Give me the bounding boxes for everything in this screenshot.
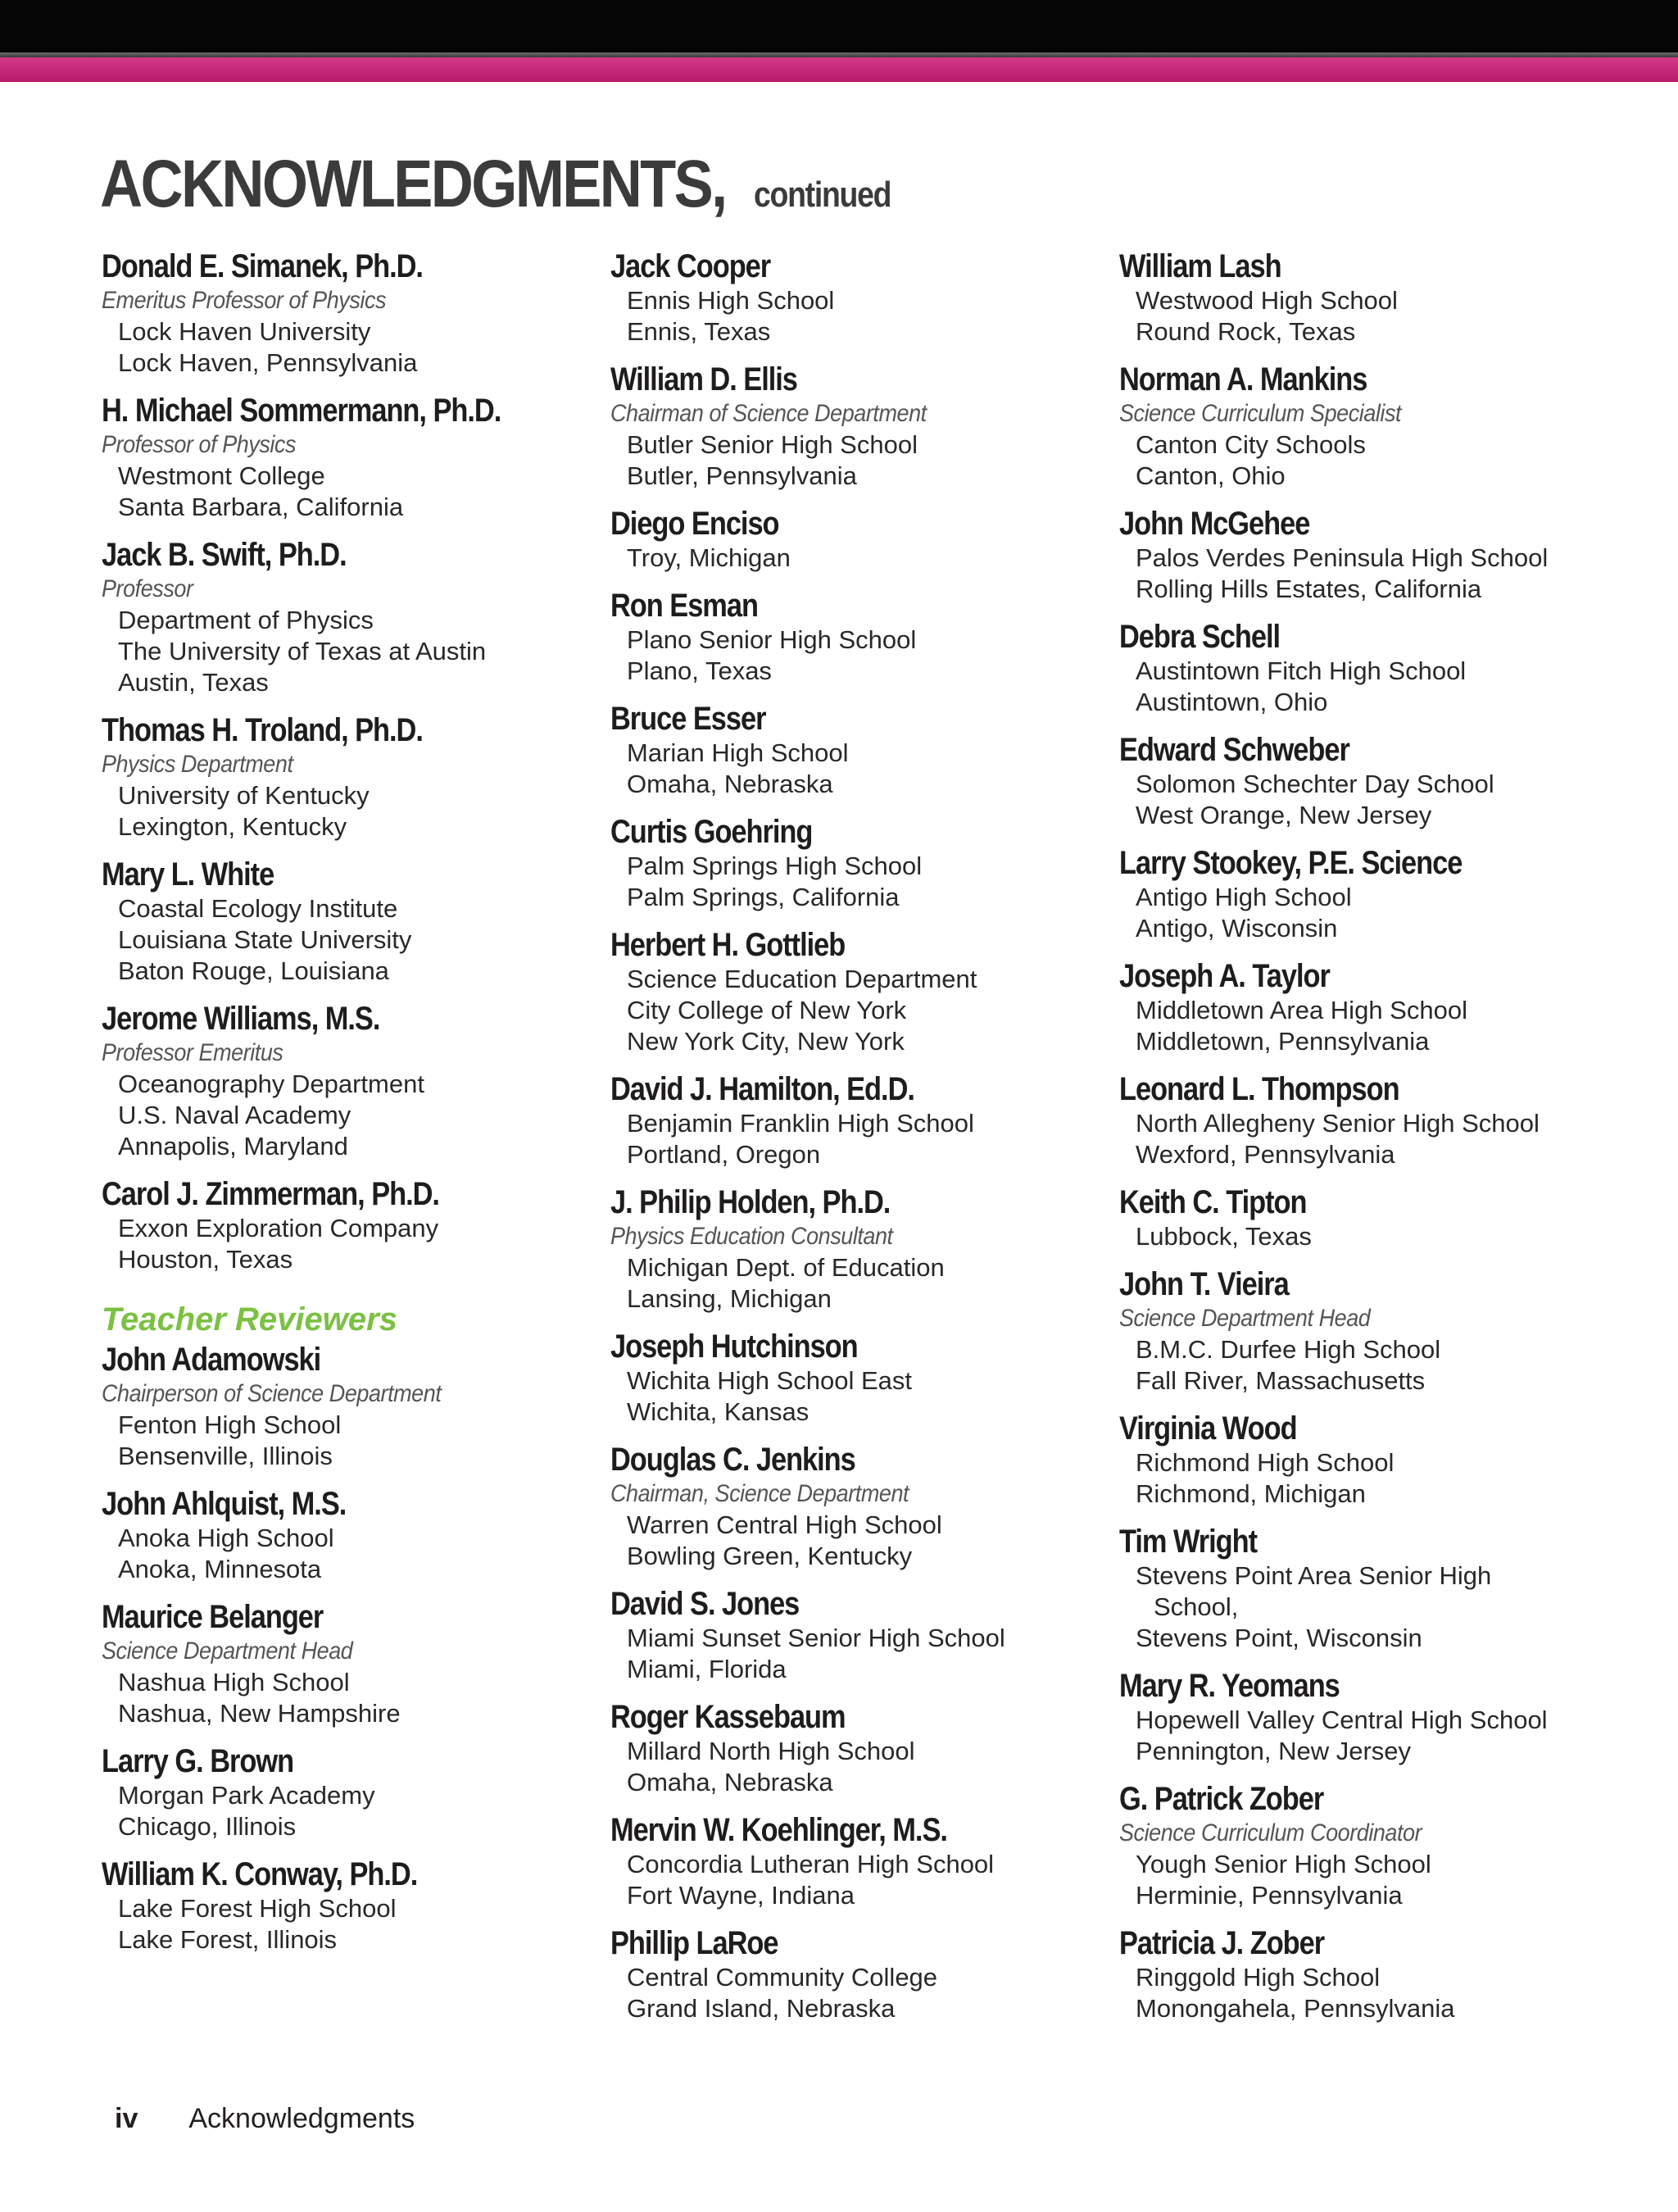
- affiliation-line: Central Community College: [627, 1963, 938, 1992]
- person-title: Science Department Head: [1119, 1305, 1371, 1332]
- affiliation-line: Morgan Park Academy: [118, 1781, 375, 1810]
- person-name: Leonard L. Thompson: [1119, 1071, 1399, 1107]
- acknowledgment-entry: [1119, 618, 1611, 718]
- person-name: John Ahlquist, M.S.: [102, 1486, 347, 1522]
- acknowledgment-entry: [1119, 248, 1611, 347]
- acknowledgment-entry: [1119, 731, 1611, 831]
- affiliation-line: Nashua High School: [118, 1668, 350, 1696]
- affiliation-line: Warren Central High School: [627, 1510, 942, 1539]
- affiliation-line: Lubbock, Texas: [1136, 1222, 1312, 1251]
- affiliation-line: Lock Haven University: [118, 317, 371, 346]
- person-name: Carol J. Zimmerman, Ph.D.: [102, 1176, 439, 1212]
- person-name: Curtis Goehring: [610, 814, 813, 850]
- person-name: William Lash: [1119, 248, 1281, 284]
- person-name: Edward Schweber: [1119, 732, 1349, 768]
- page-title: [100, 146, 914, 223]
- acknowledgment-entry: [102, 1000, 593, 1162]
- person-name: Mary R. Yeomans: [1119, 1668, 1340, 1704]
- affiliation-line: Yough Senior High School: [1136, 1850, 1431, 1878]
- acknowledgment-entry: [102, 248, 593, 379]
- acknowledgment-entry: [1119, 361, 1611, 492]
- affiliation-line: Butler Senior High School: [627, 430, 918, 459]
- affiliation-line: Butler, Pennsylvania: [627, 461, 857, 490]
- acknowledgment-entry: [1119, 1070, 1611, 1170]
- person-title: Chairman of Science Department: [610, 400, 927, 427]
- column-3: [1119, 248, 1611, 2037]
- person-name: John McGehee: [1119, 506, 1310, 542]
- affiliation-line: Miami Sunset Senior High School: [627, 1624, 1005, 1652]
- person-name: Keith C. Tipton: [1119, 1184, 1307, 1220]
- acknowledgment-entry: [610, 361, 1102, 492]
- acknowledgment-entry: [610, 1070, 1102, 1170]
- person-name: Joseph A. Taylor: [1119, 958, 1330, 994]
- affiliation-line: Stevens Point, Wisconsin: [1136, 1624, 1422, 1652]
- affiliation-line: Lansing, Michigan: [627, 1284, 832, 1313]
- person-name: Roger Kassebaum: [610, 1699, 846, 1735]
- person-name: William D. Ellis: [610, 361, 797, 397]
- affiliation-line: Austintown, Ohio: [1136, 688, 1328, 716]
- affiliation-line: Troy, Michigan: [627, 543, 791, 572]
- person-title: Science Curriculum Coordinator: [1119, 1819, 1422, 1846]
- affiliation-line: Round Rock, Texas: [1136, 317, 1356, 346]
- acknowledgment-entry: [1119, 505, 1611, 605]
- page-footer: [115, 2103, 415, 2135]
- affiliation-line: Ringgold High School: [1136, 1963, 1381, 1992]
- person-title: Physics Department: [102, 751, 293, 778]
- affiliation-line: Omaha, Nebraska: [627, 770, 833, 798]
- acknowledgment-entry: [102, 856, 593, 987]
- affiliation-line: Fenton High School: [118, 1410, 342, 1439]
- acknowledgment-entry: [610, 1328, 1102, 1428]
- person-title: Professor of Physics: [102, 431, 297, 458]
- affiliation-line: Pennington, New Jersey: [1136, 1737, 1412, 1765]
- person-name: John Adamowski: [102, 1342, 321, 1378]
- affiliation-line: Lake Forest High School: [118, 1894, 397, 1923]
- affiliation-line: Westmont College: [118, 461, 325, 490]
- affiliation-line: Lake Forest, Illinois: [118, 1925, 338, 1954]
- affiliation-line: Miami, Florida: [627, 1655, 787, 1683]
- affiliation-line: Fall River, Massachusetts: [1136, 1366, 1426, 1395]
- acknowledgment-entry: [102, 1175, 593, 1275]
- person-name: G. Patrick Zober: [1119, 1781, 1324, 1817]
- affiliation-line: Lexington, Kentucky: [118, 812, 347, 841]
- acknowledgment-entry: [1119, 1523, 1611, 1654]
- person-name: Thomas H. Troland, Ph.D.: [102, 712, 423, 748]
- person-name: Phillip LaRoe: [610, 1925, 778, 1961]
- acknowledgment-entry: [610, 587, 1102, 687]
- affiliation-line: Hopewell Valley Central High School: [1136, 1706, 1548, 1734]
- affiliation-line: New York City, New York: [627, 1027, 905, 1056]
- affiliation-line: Solomon Schechter Day School: [1136, 770, 1494, 798]
- acknowledgment-entry: [1119, 957, 1611, 1057]
- person-name: H. Michael Sommermann, Ph.D.: [102, 393, 501, 429]
- affiliation-line: Austin, Texas: [118, 668, 269, 697]
- person-title: Emeritus Professor of Physics: [102, 287, 387, 314]
- acknowledgment-entry: [610, 1811, 1102, 1911]
- acknowledgment-entry: [610, 1183, 1102, 1315]
- affiliation-line: Antigo High School: [1136, 883, 1352, 911]
- person-name: William K. Conway, Ph.D.: [102, 1856, 418, 1892]
- person-name: J. Philip Holden, Ph.D.: [610, 1184, 891, 1220]
- affiliation-line: Benjamin Franklin High School: [627, 1109, 974, 1138]
- person-name: John T. Vieira: [1119, 1266, 1289, 1302]
- affiliation-line: B.M.C. Durfee High School: [1136, 1335, 1441, 1364]
- affiliation-line: U.S. Naval Academy: [118, 1101, 351, 1129]
- acknowledgment-entry: [610, 813, 1102, 913]
- person-name: Herbert H. Gottlieb: [610, 927, 846, 963]
- column-2: [610, 248, 1102, 2037]
- person-name: David J. Hamilton, Ed.D.: [610, 1071, 914, 1107]
- affiliation-line: Houston, Texas: [118, 1245, 293, 1274]
- person-name: Virginia Wood: [1119, 1410, 1297, 1447]
- person-name: Jack B. Swift, Ph.D.: [102, 537, 347, 573]
- person-title: Chairperson of Science Department: [102, 1380, 442, 1407]
- acknowledgment-entry: [1119, 1410, 1611, 1510]
- affiliation-line: Ennis High School: [627, 286, 835, 315]
- person-name: Mary L. White: [102, 856, 274, 893]
- acknowledgment-entry: [1119, 1924, 1611, 2024]
- affiliation-line: Wichita High School East: [627, 1366, 913, 1395]
- page-title-main: ACKNOWLEDGMENTS,: [100, 147, 726, 221]
- person-title: Chairman, Science Department: [610, 1480, 909, 1507]
- affiliation-line: Plano Senior High School: [627, 625, 917, 654]
- affiliation-line: Wexford, Pennsylvania: [1136, 1140, 1395, 1169]
- acknowledgment-entry: [610, 1698, 1102, 1798]
- affiliation-line: Bowling Green, Kentucky: [627, 1542, 913, 1570]
- acknowledgment-entry: [102, 1855, 593, 1955]
- affiliation-line: Canton, Ohio: [1136, 461, 1286, 490]
- acknowledgment-entry: [102, 711, 593, 843]
- person-name: Joseph Hutchinson: [610, 1329, 858, 1365]
- top-banner-accent: [0, 57, 1678, 82]
- acknowledgment-entry: [1119, 1667, 1611, 1767]
- affiliation-line: Middletown Area High School: [1136, 996, 1467, 1024]
- footer-section-name: Acknowledgments: [188, 2103, 415, 2134]
- page-number: iv: [115, 2103, 138, 2134]
- acknowledgment-entry: [610, 1924, 1102, 2024]
- affiliation-line: Concordia Lutheran High School: [627, 1850, 995, 1878]
- person-name: Tim Wright: [1119, 1524, 1258, 1560]
- acknowledgment-entry: [102, 1485, 593, 1585]
- affiliation-line: Palm Springs High School: [627, 852, 923, 880]
- person-name: Larry Stookey, P.E. Science: [1119, 845, 1463, 881]
- acknowledgment-entry: [610, 1441, 1102, 1572]
- affiliation-line: Ennis, Texas: [627, 317, 771, 346]
- affiliation-line: Austintown Fitch High School: [1136, 656, 1467, 685]
- affiliation-line: Plano, Texas: [627, 656, 772, 685]
- affiliation-line: Oceanography Department: [118, 1070, 424, 1098]
- affiliation-line: Wichita, Kansas: [627, 1397, 810, 1426]
- affiliation-line: Canton City Schools: [1136, 430, 1366, 459]
- affiliation-line: Westwood High School: [1136, 286, 1398, 315]
- acknowledgment-entry: [1119, 1183, 1611, 1252]
- page-title-continued: continued: [753, 175, 891, 215]
- affiliation-line: Anoka, Minnesota: [118, 1555, 322, 1583]
- affiliation-line: Louisiana State University: [118, 925, 412, 954]
- person-name: Jack Cooper: [610, 248, 771, 284]
- acknowledgment-entry: [102, 1742, 593, 1842]
- person-name: Debra Schell: [1119, 619, 1281, 655]
- acknowledgment-entry: [610, 700, 1102, 800]
- person-title: Professor Emeritus: [102, 1039, 283, 1066]
- acknowledgment-entry: [610, 505, 1102, 574]
- person-title: Professor: [102, 575, 193, 602]
- person-name: Ron Esman: [610, 588, 758, 624]
- affiliation-line: Anoka High School: [118, 1524, 334, 1552]
- person-name: Mervin W. Koehlinger, M.S.: [610, 1812, 947, 1848]
- acknowledgment-entry: [1119, 1780, 1611, 1911]
- affiliation-line: Omaha, Nebraska: [627, 1768, 833, 1796]
- person-name: Diego Enciso: [610, 506, 779, 542]
- acknowledgment-entry: [610, 1585, 1102, 1685]
- acknowledgment-entry: [1119, 1265, 1611, 1397]
- affiliation-line: Antigo, Wisconsin: [1136, 914, 1338, 942]
- person-name: Patricia J. Zober: [1119, 1925, 1325, 1961]
- affiliation-line: School,: [1154, 1592, 1239, 1621]
- affiliation-line: Nashua, New Hampshire: [118, 1699, 401, 1728]
- affiliation-line: City College of New York: [627, 996, 907, 1024]
- affiliation-line: Coastal Ecology Institute: [118, 894, 398, 923]
- acknowledgment-entry: [610, 926, 1102, 1057]
- person-name: Maurice Belanger: [102, 1599, 324, 1635]
- affiliation-line: Monongahela, Pennsylvania: [1136, 1994, 1455, 2023]
- affiliation-line: West Orange, New Jersey: [1136, 801, 1432, 829]
- affiliation-line: Middletown, Pennsylvania: [1136, 1027, 1430, 1056]
- affiliation-line: Baton Rouge, Louisiana: [118, 956, 389, 985]
- affiliation-line: Chicago, Illinois: [118, 1812, 297, 1841]
- affiliation-line: Millard North High School: [627, 1737, 915, 1765]
- acknowledgment-entry: [102, 392, 593, 523]
- affiliation-line: Portland, Oregon: [627, 1140, 821, 1169]
- acknowledgment-entry: [102, 1341, 593, 1472]
- affiliation-line: Stevens Point Area Senior High: [1136, 1561, 1492, 1590]
- affiliation-line: Grand Island, Nebraska: [627, 1994, 896, 2023]
- affiliation-line: The University of Texas at Austin: [118, 637, 487, 665]
- person-name: Jerome Williams, M.S.: [102, 1001, 380, 1037]
- person-name: Norman A. Mankins: [1119, 361, 1367, 397]
- acknowledgment-entry: [102, 1598, 593, 1729]
- acknowledgment-entry: [1119, 844, 1611, 944]
- affiliation-line: Fort Wayne, Indiana: [627, 1881, 855, 1910]
- person-name: Douglas C. Jenkins: [610, 1442, 855, 1478]
- affiliation-line: Herminie, Pennsylvania: [1136, 1881, 1403, 1910]
- section-heading-teacher-reviewers: Teacher Reviewers: [102, 1301, 397, 1338]
- affiliation-line: Lock Haven, Pennsylvania: [118, 348, 418, 377]
- person-name: Larry G. Brown: [102, 1743, 294, 1779]
- affiliation-line: Department of Physics: [118, 606, 374, 634]
- column-1: [102, 248, 593, 1969]
- person-title: Science Department Head: [102, 1637, 353, 1665]
- affiliation-line: Rolling Hills Estates, California: [1136, 575, 1482, 603]
- person-name: Bruce Esser: [610, 701, 766, 737]
- top-banner: [0, 0, 1678, 52]
- affiliation-line: Richmond High School: [1136, 1448, 1395, 1477]
- affiliation-line: Exxon Exploration Company: [118, 1214, 439, 1242]
- person-title: Science Curriculum Specialist: [1119, 400, 1402, 427]
- affiliation-line: North Allegheny Senior High School: [1136, 1109, 1540, 1138]
- affiliation-line: Palos Verdes Peninsula High School: [1136, 543, 1549, 572]
- affiliation-line: Michigan Dept. of Education: [627, 1253, 945, 1282]
- affiliation-line: Palm Springs, California: [627, 883, 900, 911]
- person-name: David S. Jones: [610, 1586, 800, 1622]
- acknowledgment-entry: [610, 248, 1102, 347]
- acknowledgment-entry: [102, 536, 593, 698]
- affiliation-line: Bensenville, Illinois: [118, 1442, 333, 1470]
- person-title: Physics Education Consultant: [610, 1223, 893, 1250]
- affiliation-line: Richmond, Michigan: [1136, 1479, 1366, 1508]
- affiliation-line: Annapolis, Maryland: [118, 1132, 348, 1161]
- affiliation-line: Santa Barbara, California: [118, 493, 404, 521]
- affiliation-line: Marian High School: [627, 738, 849, 767]
- person-name: Donald E. Simanek, Ph.D.: [102, 248, 423, 284]
- affiliation-line: Science Education Department: [627, 965, 977, 993]
- affiliation-line: University of Kentucky: [118, 781, 370, 810]
